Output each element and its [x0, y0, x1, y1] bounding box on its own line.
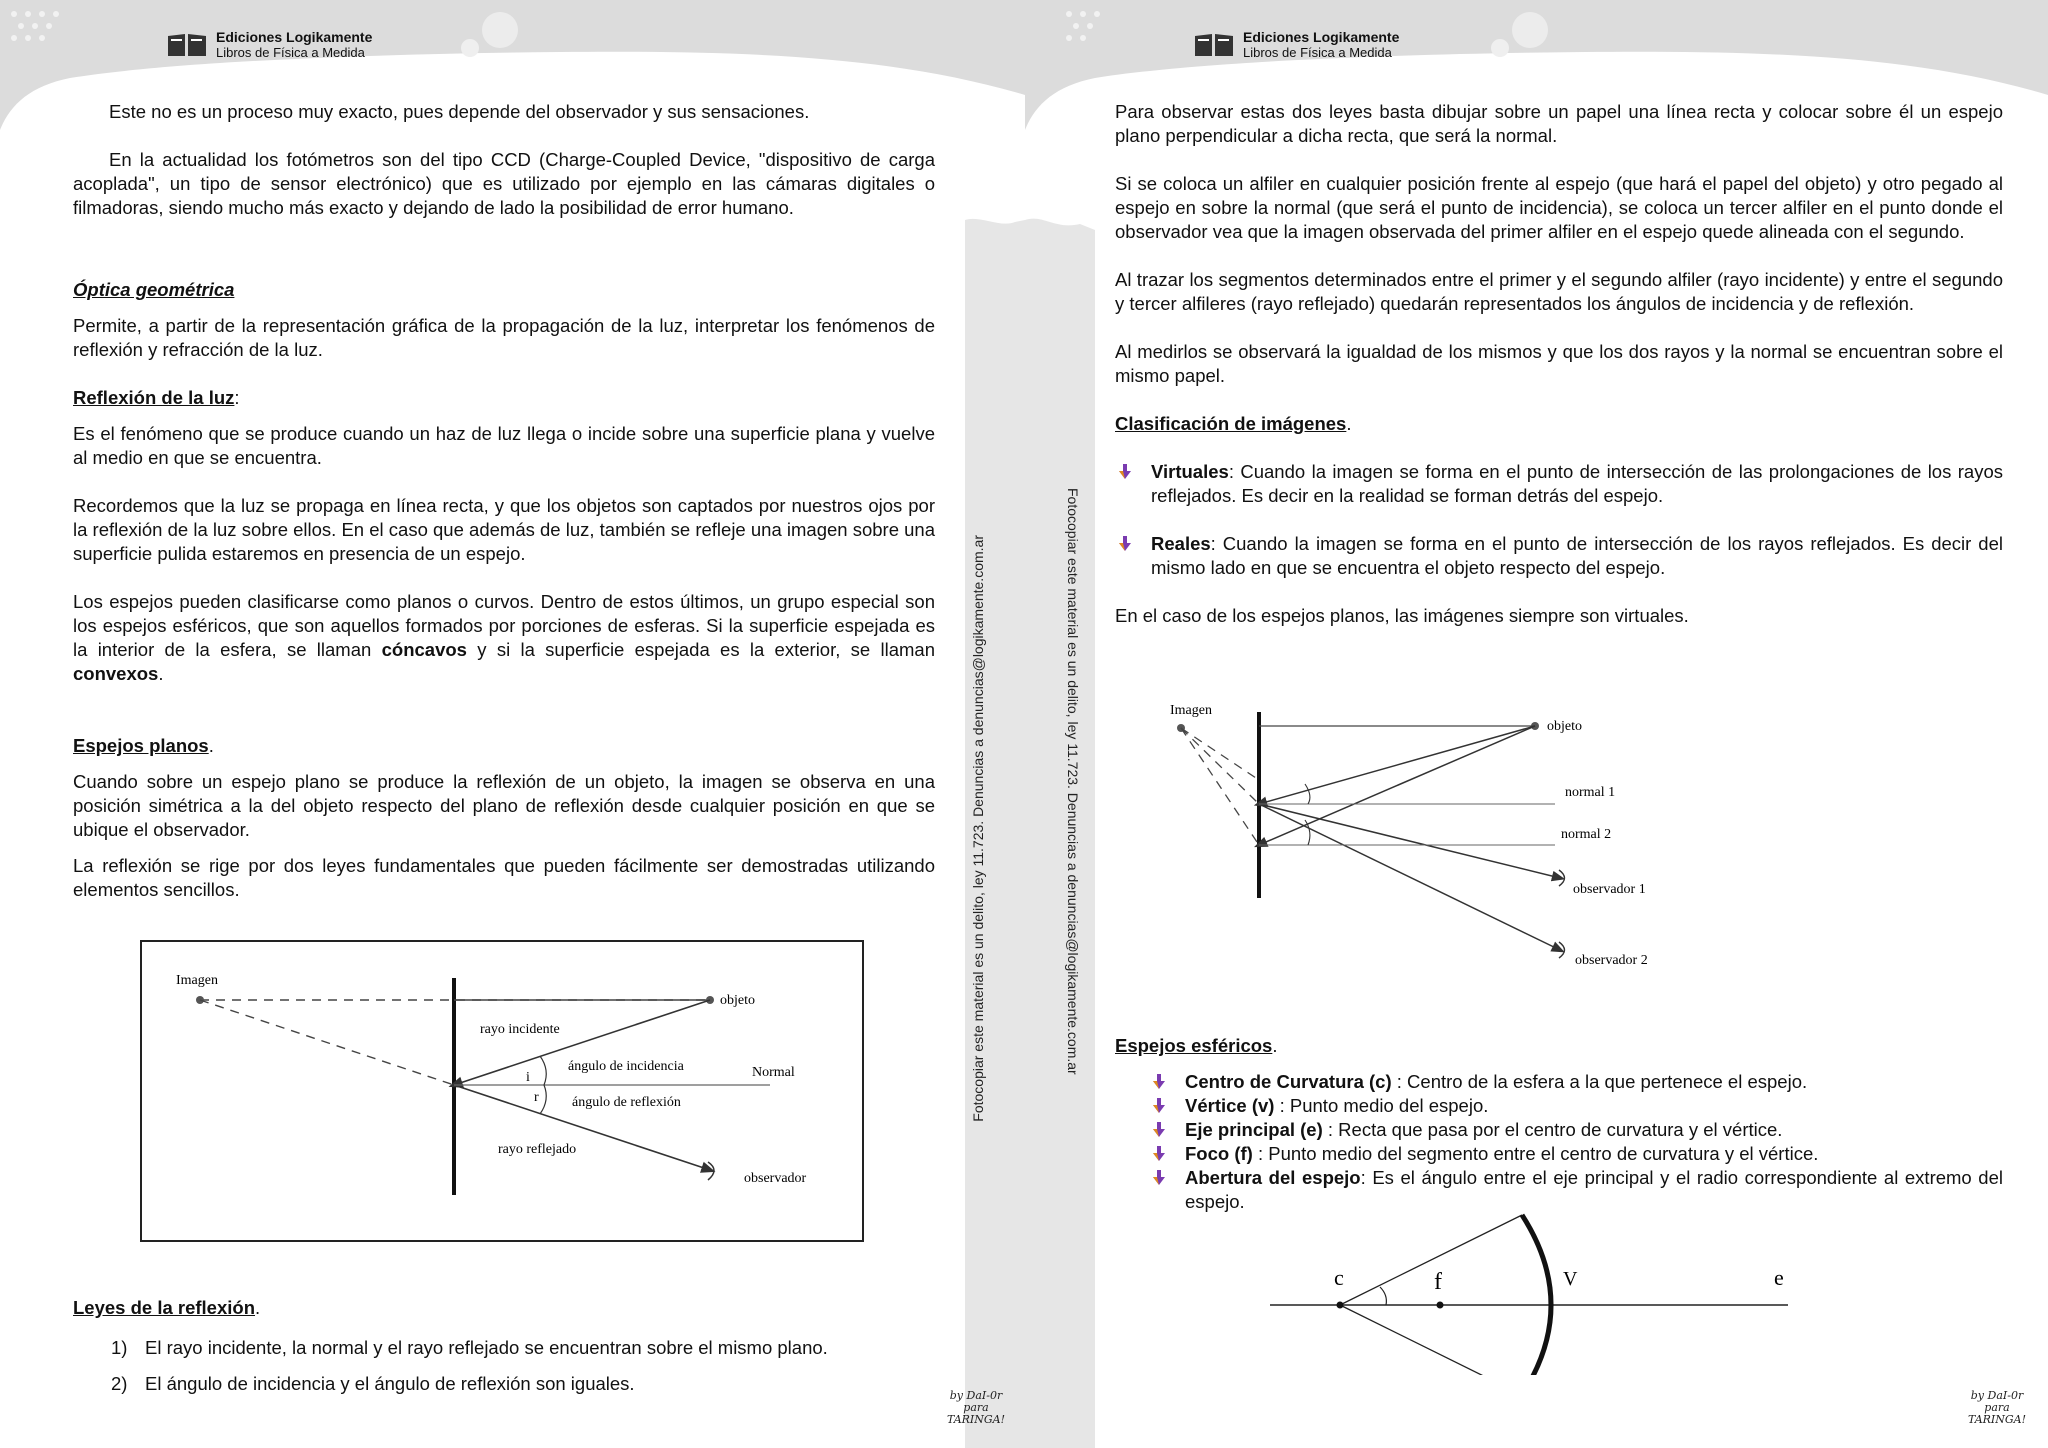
heading-optica-geometrica: Óptica geométrica [73, 279, 235, 300]
term-virtuales: Virtuales [1151, 461, 1229, 482]
spherical-definitions-list [1115, 1070, 2003, 1214]
list-item-reales [1115, 532, 2003, 580]
espejos-text-c: . [158, 663, 164, 684]
virtuales-definition: : Cuando la imagen se forma en el punto de intersección de las prolongaciones de los rayos reflejados. Es decir en la realidad se forman detrás del espejo. [1151, 461, 2003, 506]
laws-list [73, 1336, 935, 1396]
angle-arc-1 [1305, 784, 1310, 804]
heading-espejos-planos: Espejos planos [73, 735, 209, 756]
paragraph-observar-leyes: Para observar estas dos leyes basta dibujar sobre un papel una línea recta y colocar sobre él un espejo plano perpendicular a dicha recta, que será la normal. [1115, 101, 2003, 146]
label-r: r [534, 1090, 539, 1105]
heading-leyes-reflexion: Leyes de la reflexión [73, 1297, 256, 1318]
law-number: 2) [111, 1373, 128, 1394]
heading-clasif-dot: . [1346, 413, 1352, 434]
credit-line: by DaI-0r [949, 1389, 1003, 1402]
paragraph-espejos-planos: Cuando sobre un espejo plano se produce la reflexión de un objeto, la imagen se observa en una posición simétrica a la del objeto respecto del plano de reflexión desde cualquier posición en que se ubique el observador. [73, 771, 935, 840]
label-c: c [1334, 1265, 1344, 1290]
heading-clasificacion-row [1115, 412, 2003, 436]
publisher-tagline: Libros de Física a Medida [1243, 45, 1392, 60]
credit-line: TARINGA! [946, 1413, 1006, 1426]
down-arrow-bullet-icon [1151, 1145, 1167, 1163]
credit-stamp [1957, 1390, 2037, 1426]
label-v: V [1563, 1268, 1578, 1290]
definition-term: Centro de Curvatura (c) [1185, 1071, 1392, 1092]
definition-term: Foco (f) [1185, 1143, 1253, 1164]
definition-text: : Recta que pasa por el centro de curvatura y el vértice. [1322, 1119, 1783, 1140]
definition-term: Eje principal (e) [1185, 1119, 1323, 1140]
heading-espejos-esfericos: Espejos esféricos [1115, 1035, 1273, 1056]
label-rayo-reflejado: rayo reflejado [498, 1142, 577, 1157]
incident-ray-1 [1259, 726, 1535, 804]
label-rayo-incidente: rayo incidente [480, 1022, 560, 1037]
label-objeto: objeto [1547, 719, 1582, 734]
heading-leyes-dot: . [255, 1297, 261, 1318]
image-types-list [1115, 460, 2003, 580]
virtual-ray-dashed-1 [1181, 728, 1259, 804]
label-normal: Normal [752, 1065, 795, 1080]
aperture-angle-arc [1380, 1287, 1386, 1305]
definition-term: Vértice (v) [1185, 1095, 1275, 1116]
right-text-column [1115, 100, 2003, 652]
label-e: e [1774, 1265, 1784, 1290]
copyright-watermark: Fotocopiar este material es un delito, ley 11.723. Denuncias a denuncias@logikamente.com.ar [1065, 488, 1081, 1075]
incident-ray-2 [1259, 726, 1535, 845]
down-arrow-bullet-icon [1151, 1169, 1167, 1187]
label-imagen: Imagen [1170, 703, 1212, 718]
label-angulo-incidencia: ángulo de incidencia [568, 1059, 684, 1074]
radius-upper-line [1340, 1215, 1522, 1305]
label-observador-1: observador 1 [1573, 882, 1646, 897]
definition-text: : Punto medio del espejo. [1274, 1095, 1489, 1116]
heading-clasificacion-imagenes: Clasificación de imágenes [1115, 413, 1347, 434]
law-text: El rayo incidente, la normal y el rayo reflejado se encuentran sobre el mismo plano. [145, 1337, 828, 1358]
radius-lower-line [1340, 1305, 1522, 1375]
law-item [111, 1372, 935, 1396]
publisher-tagline: Libros de Física a Medida [216, 45, 365, 60]
label-angulo-reflexion: ángulo de reflexión [572, 1095, 681, 1110]
center-point [1337, 1302, 1344, 1309]
term-convexos: convexos [73, 663, 159, 684]
label-f: f [1434, 1269, 1442, 1295]
reflected-ray-2 [1259, 804, 1560, 950]
espejos-text-a: Los espejos pueden clasificarse como planos o curvos. Dentro de estos últimos, un grupo especial son los espejos esféricos, que son aquellos formados por porciones de esferas. Si la superficie espejada es la interior de la esfera, se llaman [73, 591, 935, 660]
esfericos-section [1115, 1034, 2003, 1214]
credit-line: TARINGA! [1967, 1413, 2027, 1426]
paragraph-leyes-intro: La reflexión se rige por dos leyes fundamentales que pueden fácilmente ser demostradas utilizando elementos sencillos. [73, 855, 935, 900]
paragraph-alfileres: Si se coloca un alfiler en cualquier posición frente al espejo (que hará el papel del objeto) y otro pegado al espejo en sobre la normal (que será el punto de incidencia), se coloca un tercer alfiler en el punto donde el observador vea que la imagen observada del primer alfiler en el espejo quede alineada con el segundo. [1115, 173, 2003, 242]
paragraph-planos-virtuales: En el caso de los espejos planos, las imágenes siempre son virtuales. [1115, 605, 1689, 626]
reflected-ray-1 [1259, 804, 1560, 878]
observers-diagram [1155, 700, 1755, 980]
label-objeto: objeto [720, 993, 755, 1008]
definition-term: Abertura del espejo [1185, 1167, 1361, 1188]
publisher-logo [1193, 30, 1399, 60]
definition-text: : Es el ángulo entre el eje principal y el radio correspondiente al extremo del espejo. [1185, 1167, 2003, 1212]
heading-planos-row [73, 734, 935, 758]
down-arrow-bullet-icon [1151, 1121, 1167, 1139]
publisher-logo [166, 30, 372, 60]
virtual-ray-dashed-2 [1181, 728, 1259, 845]
virtual-ray-dashed-3 [1181, 728, 1259, 780]
definition-text: : Punto medio del segmento entre el centro de curvatura y el vértice. [1252, 1143, 1819, 1164]
label-i: i [526, 1070, 530, 1085]
credit-line: para [1984, 1401, 2010, 1414]
label-observador-2: observador 2 [1575, 953, 1648, 968]
copyright-watermark: Fotocopiar este material es un delito, ley 11.723. Denuncias a denuncias@logikamente.com.ar [970, 535, 986, 1122]
paragraph-espejos-clasificacion [73, 590, 935, 686]
paragraph-medirlos: Al medirlos se observará la igualdad de los mismos y que los dos rayos y la normal se encuentran sobre el mismo papel. [1115, 341, 2003, 386]
heading-reflexion-row [73, 386, 935, 410]
publisher-name: Ediciones Logikamente [1243, 29, 1400, 45]
concave-mirror-arc [1522, 1215, 1551, 1375]
list-item-definition [1149, 1070, 2003, 1094]
reflection-diagram [140, 940, 866, 1244]
publisher-name: Ediciones Logikamente [216, 29, 373, 45]
label-observador: observador [744, 1171, 807, 1186]
down-arrow-bullet-icon [1117, 535, 1133, 553]
heading-planos-dot: . [208, 735, 214, 756]
leyes-section [73, 1296, 935, 1408]
right-page [1025, 0, 2048, 1448]
credit-line: by DaI-0r [1970, 1389, 2024, 1402]
paragraph-recordemos: Recordemos que la luz se propaga en línea recta, y que los objetos son captados por nuestros ojos por la reflexión de la luz sobre ellos. En el caso que además de luz, también se refleje una imagen sobre una superficie pulida estaremos en presencia de un espejo. [73, 495, 935, 564]
down-arrow-bullet-icon [1151, 1073, 1167, 1091]
paragraph-ccd: En la actualidad los fotómetros son del tipo CCD (Charge-Coupled Device, "dispositivo de carga acoplada", un tipo de sensor electrónico) que es utilizado por ejemplo en las cámaras digitales o filmadoras, siendo mucho más exacto y dejando de lado la posibilidad de error humano. [73, 149, 935, 218]
label-normal-2: normal 2 [1561, 827, 1612, 842]
term-concavos: cóncavos [381, 639, 467, 660]
paragraph-optica: Permite, a partir de la representación gráfica de la propagación de la luz, interpretar los fenómenos de reflexión y refracción de la luz. [73, 315, 935, 360]
focus-point [1437, 1302, 1444, 1309]
law-text: El ángulo de incidencia y el ángulo de reflexión son iguales. [145, 1373, 635, 1394]
list-item-definition [1149, 1094, 2003, 1118]
credit-stamp [936, 1390, 1016, 1426]
paragraph-segmentos: Al trazar los segmentos determinados entre el primer y el segundo alfiler (rayo incidente) y entre el segundo y tercer alfileres (rayo reflejado) quedarán representados los ángulos de incidencia y de reflexión. [1115, 269, 2003, 314]
heading-esfericos-dot: . [1272, 1035, 1278, 1056]
book-icon [166, 32, 208, 58]
law-number: 1) [111, 1337, 128, 1358]
spherical-mirror-diagram [1240, 1205, 1800, 1375]
down-arrow-bullet-icon [1117, 463, 1133, 481]
label-normal-1: normal 1 [1565, 785, 1616, 800]
book-icon [1193, 32, 1235, 58]
diagram-frame [141, 941, 863, 1241]
paragraph-reflexion: Es el fenómeno que se produce cuando un haz de luz llega o incide sobre una superficie plana y vuelve al medio en que se encuentra. [73, 423, 935, 468]
law-item [111, 1336, 935, 1360]
heading-reflexion: Reflexión de la luz [73, 387, 235, 408]
paragraph-observer: Este no es un proceso muy exacto, pues depende del observador y sus sensaciones. [109, 101, 810, 122]
down-arrow-bullet-icon [1151, 1097, 1167, 1115]
reales-definition: : Cuando la imagen se forma en el punto de intersección de los rayos reflejados. Es decir del mismo lado en que se encuentra el objeto respecto del espejo. [1151, 533, 2003, 578]
heading-esfericos-row [1115, 1034, 2003, 1058]
term-reales: Reales [1151, 533, 1211, 554]
list-item-definition [1149, 1142, 2003, 1166]
list-item-definition [1149, 1118, 2003, 1142]
label-imagen: Imagen [176, 973, 218, 988]
left-text-column [73, 100, 935, 926]
heading-leyes-row [73, 1296, 935, 1320]
espejos-text-b: y si la superficie espejada es la exterior, se llaman [466, 639, 935, 660]
credit-line: para [963, 1401, 989, 1414]
definition-text: : Centro de la esfera a la que pertenece el espejo. [1391, 1071, 1808, 1092]
list-item-virtuales [1115, 460, 2003, 508]
heading-reflexion-colon: : [234, 387, 240, 408]
